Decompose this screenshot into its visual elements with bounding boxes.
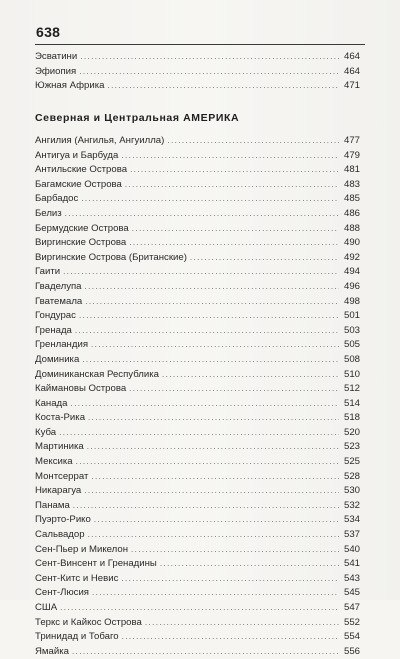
toc-entry-page: 514 [343, 397, 360, 409]
toc-entry-name: Сальвадор [35, 529, 85, 541]
toc-entry [35, 134, 360, 149]
toc-entry-page: 496 [343, 280, 360, 292]
dot-leader [162, 368, 339, 383]
toc-entry-page: 520 [343, 426, 360, 438]
dot-leader [59, 426, 339, 441]
toc-entry-page: 490 [343, 237, 360, 249]
toc-entry [35, 499, 360, 514]
toc-entry [35, 192, 360, 207]
dot-leader [72, 645, 339, 659]
toc-entry-page: 530 [343, 485, 360, 497]
toc-entry-page: 532 [343, 499, 360, 511]
toc-entry-name: Барбадос [35, 193, 79, 205]
dot-leader [79, 65, 339, 80]
toc-entry-page: 479 [343, 149, 360, 161]
toc-entry-name: Белиз [35, 207, 62, 219]
toc-entry-page: 545 [343, 587, 360, 599]
toc-entry [35, 324, 360, 339]
toc-entry [35, 265, 360, 280]
toc-entry-name: Доминиканская Республика [35, 368, 159, 380]
toc-entry-name: Гаити [35, 266, 61, 278]
toc-entry [35, 295, 360, 310]
toc-entry [35, 572, 360, 587]
toc-entry-page: 481 [343, 164, 360, 176]
toc-entry-name: Эфиопия [35, 65, 77, 77]
toc-entry [35, 470, 360, 485]
toc-entry [35, 616, 360, 631]
dot-leader [125, 178, 339, 193]
toc-entry-name: Мартиника [35, 441, 84, 453]
toc-entry [35, 178, 360, 193]
toc-list-top [35, 50, 360, 94]
toc-entry-page: 464 [343, 51, 360, 62]
toc-entry-page: 552 [343, 616, 360, 628]
toc-entry-page: 534 [343, 514, 360, 526]
toc-entry-name: Виргинские Острова [35, 237, 127, 249]
toc-entry-page: 483 [343, 178, 360, 190]
toc-entry [35, 50, 360, 65]
toc-entry-page: 501 [343, 310, 360, 322]
dot-leader [130, 163, 339, 178]
toc-entry-page: 485 [343, 193, 360, 205]
toc-entry-name: Эсватини [35, 51, 78, 62]
dot-leader [79, 309, 339, 324]
toc-entry-page: 523 [343, 441, 360, 453]
dot-leader [107, 79, 339, 94]
dot-leader [129, 236, 339, 251]
toc-entry [35, 397, 360, 412]
toc-entry-page: 486 [343, 207, 360, 219]
toc-entry-page: 510 [343, 368, 360, 380]
toc-entry-name: Тринидад и Тобаго [35, 631, 119, 643]
toc-entry-page: 543 [343, 572, 360, 584]
toc-entry [35, 79, 360, 94]
dot-leader [84, 484, 339, 499]
toc-entry-page: 503 [343, 324, 360, 336]
dot-leader [121, 149, 339, 164]
toc-entry-page: 464 [343, 65, 360, 77]
toc-entry-page: 541 [343, 558, 360, 570]
dot-leader [80, 50, 339, 65]
toc-entry-name: Теркс и Кайкос Острова [35, 616, 142, 628]
dot-leader [60, 601, 339, 616]
toc-entry-name: Сент-Винсент и Гренадины [35, 558, 157, 570]
toc-entry-name: Ямайка [35, 645, 69, 657]
dot-leader [131, 543, 339, 558]
toc-entry [35, 207, 360, 222]
toc-entry [35, 309, 360, 324]
toc-entry-name: Южная Африка [35, 80, 105, 92]
dot-leader [122, 630, 339, 645]
toc-entry [35, 440, 360, 455]
toc-entry-name: США [35, 602, 58, 613]
toc-entry-name: Гренландия [35, 339, 89, 351]
dot-leader [65, 207, 339, 222]
toc-entry [35, 163, 360, 178]
toc-entry-page: 525 [343, 456, 360, 468]
dot-leader [91, 338, 339, 353]
toc-entry-name: Антильские Острова [35, 164, 128, 176]
toc-entry-page: 471 [343, 80, 360, 92]
dot-leader [81, 192, 339, 207]
toc-entry-name: Гренада [35, 324, 72, 336]
toc-entry [35, 528, 360, 543]
dot-leader [87, 440, 339, 455]
toc-entry [35, 353, 360, 368]
toc-entry [35, 222, 360, 237]
toc-entry [35, 513, 360, 528]
toc-entry-name: Ангилия (Ангилья, Ангуилла) [35, 135, 165, 146]
toc-entry [35, 543, 360, 558]
toc-entry-name: Гватемала [35, 295, 83, 307]
dot-leader [76, 455, 339, 470]
dot-leader [73, 499, 339, 514]
dot-leader [71, 397, 340, 412]
toc-entry-name: Куба [35, 426, 57, 438]
toc-entry-name: Канада [35, 397, 68, 409]
toc-entry [35, 251, 360, 266]
toc-entry [35, 426, 360, 441]
toc-entry-name: Пуэрто-Рико [35, 514, 91, 526]
toc-entry [35, 630, 360, 645]
dot-leader [145, 616, 339, 631]
dot-leader [160, 557, 339, 572]
toc-entry-name: Антигуа и Барбуда [35, 149, 119, 161]
toc-entry [35, 338, 360, 353]
toc-entry [35, 601, 360, 616]
toc-entry-page: 505 [343, 339, 360, 351]
toc-entry [35, 149, 360, 164]
dot-leader [88, 528, 339, 543]
section-heading: Северная и Центральная АМЕРИКА [35, 112, 240, 124]
toc-entry-page: 554 [343, 631, 360, 643]
toc-entry-page: 518 [343, 412, 360, 424]
toc-entry-page: 494 [343, 266, 360, 278]
toc-entry-page: 528 [343, 470, 360, 482]
toc-list-main [35, 134, 360, 659]
dot-leader [63, 265, 339, 280]
dot-leader [75, 324, 339, 339]
toc-entry-name: Коста-Рика [35, 412, 86, 424]
dot-leader [82, 353, 339, 368]
toc-entry-page: 492 [343, 251, 360, 263]
dot-leader [92, 586, 339, 601]
toc-entry-name: Сент-Китс и Невис [35, 572, 119, 584]
dot-leader [91, 470, 339, 485]
dot-leader [85, 280, 339, 295]
toc-entry [35, 382, 360, 397]
toc-entry-name: Виргинские Острова (Британские) [35, 251, 187, 263]
toc-entry-page: 540 [343, 543, 360, 555]
toc-entry-page: 537 [343, 529, 360, 541]
toc-entry-name: Доминика [35, 353, 80, 365]
dot-leader [85, 295, 339, 310]
toc-entry-name: Мексика [35, 456, 73, 468]
toc-entry [35, 484, 360, 499]
toc-entry-page: 498 [343, 295, 360, 307]
toc-entry-page: 556 [343, 645, 360, 657]
toc-entry-name: Никарагуа [35, 485, 82, 497]
page-number: 638 [36, 24, 61, 40]
toc-entry-page: 508 [343, 353, 360, 365]
toc-entry-name: Монтсеррат [35, 470, 89, 482]
toc-entry [35, 455, 360, 470]
dot-leader [132, 222, 339, 237]
toc-entry [35, 280, 360, 295]
dot-leader [190, 251, 339, 266]
toc-entry-page: 547 [343, 602, 360, 613]
dot-leader [94, 513, 339, 528]
dot-leader [121, 572, 339, 587]
toc-entry-page: 477 [343, 135, 360, 146]
toc-entry [35, 557, 360, 572]
toc-entry-page: 512 [343, 383, 360, 395]
toc-entry [35, 586, 360, 601]
header-rule [35, 44, 365, 45]
toc-entry-name: Сент-Люсия [35, 587, 89, 599]
toc-entry [35, 65, 360, 80]
toc-entry [35, 645, 360, 659]
toc-entry [35, 411, 360, 426]
toc-entry-name: Гондурас [35, 310, 76, 322]
dot-leader [129, 382, 339, 397]
toc-entry [35, 368, 360, 383]
dot-leader [88, 411, 339, 426]
dot-leader [167, 134, 339, 149]
toc-entry-name: Каймановы Острова [35, 383, 127, 395]
toc-entry [35, 236, 360, 251]
toc-entry-name: Гваделупа [35, 280, 82, 292]
toc-entry-name: Панама [35, 499, 70, 511]
toc-entry-name: Сен-Пьер и Микелон [35, 543, 129, 555]
toc-entry-page: 488 [343, 222, 360, 234]
toc-entry-name: Бермудские Острова [35, 222, 129, 234]
toc-entry-name: Багамские Острова [35, 178, 122, 190]
